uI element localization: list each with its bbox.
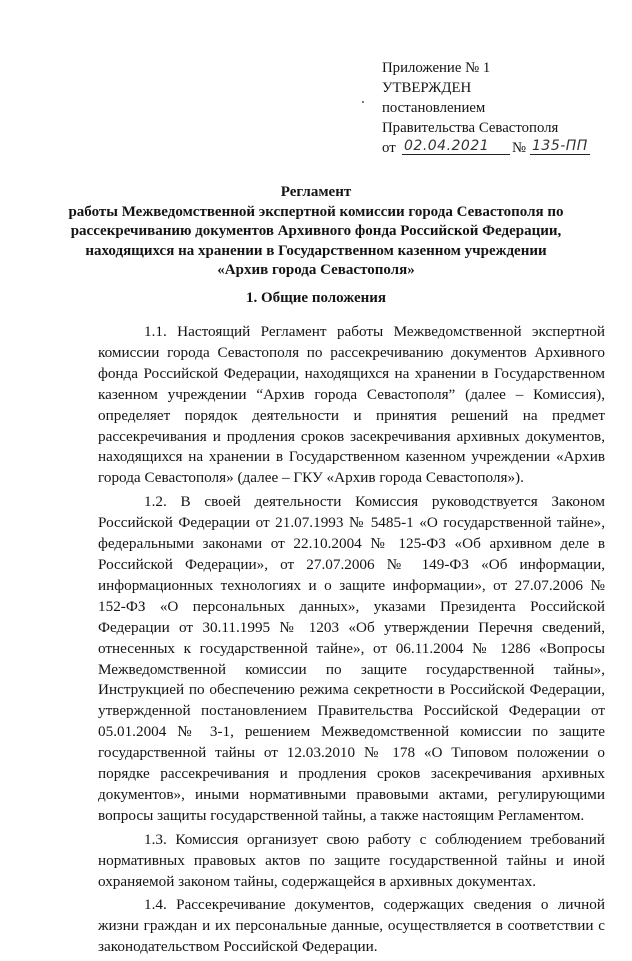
document-body [98,322,605,961]
handwritten-number: 135-ПП [532,138,588,154]
resolution-reference [382,138,622,160]
date-prefix: от [382,140,396,156]
section-title: 1. Общие положения [245,290,387,306]
approval-stamp [382,58,622,160]
document-title-block [60,183,572,281]
document-title: Регламент [280,184,352,200]
paragraph-1-4: 1.4. Рассекречивание документов, содержащих сведения о личной жизни граждан и их персональные данные, осуществляется в соответствии с законодательством Российской Федерации. [98,896,605,956]
handwritten-date: 02.04.2021 [404,138,490,154]
paragraph-1-1: 1.1. Настоящий Регламент работы Межведомственной экспертной комиссии города Севастополя по рассекречиванию документов Архивного фонда Российской Федерации, находящихся на хранении в Государственном казенном учреждении “Архив города Севастополя” (далее – Комиссия), определяет порядок деятельности и принятия решений на предмет рассекречивания и продления сроков засекречивания архивных документов, находящихся на хранении в Государственном казенном учреждении «Архив города Севастополя» (далее – ГКУ «Архив города Севастополя»). [98,323,605,487]
scan-speck [362,101,364,103]
appendix-label: Приложение № 1 [382,60,491,76]
document-subtitle: работы Межведомственной экспертной комиссии города Севастополя по рассекречиванию документов Архивного фонда Российской Федерации, находящихся на хранении в Государственном казенном учреждении «Архив города Севастополя» [68,203,564,279]
resolution-label: постановлением [382,100,486,116]
paragraph-1-3: 1.3. Комиссия организует свою работу с соблюдением требований нормативных правовых актов по защите государственной тайны и иной охраняемой законом тайны, содержащейся в архивных документах. [98,830,605,890]
paragraph-1-2: 1.2. В своей деятельности Комиссия руководствуется Законом Российской Федерации от 21.07.1993 № 5485-1 «О государственной тайне», федеральными законами от 22.10.2004 № 125-ФЗ «Об архивном деле в Российской Федерации», от 27.07.2006 № 149-ФЗ «Об информации, информационных технологиях и о защите информации», от 27.07.2006 № 152-ФЗ «О персональных данных», указами Президента Российской Федерации от 30.11.1995 № 1203 «Об утверждении Перечня сведений, отнесенных к государственной тайне», от 06.11.2004 № 1286 «Вопросы Межведомственной комиссии по защите государственной тайны», Инструкцией по обеспечению режима секретности в Российской Федерации, утвержденной постановлением Правительства Российской Федерации от 05.01.2004 № 3-1, решением Межведомственной комиссии по защите государственной тайны от 12.03.2010 № 178 «О Типовом положении о порядке рассекречивания и продления сроков засекречивания архивных документов», иными нормативными правовыми актами, регулирующими вопросы защиты государственной тайны, а также настоящим Регламентом. [98,493,605,824]
number-prefix: № [512,140,527,156]
government-label: Правительства Севастополя [382,120,559,136]
approved-label: УТВЕРЖДЕН [382,80,472,96]
